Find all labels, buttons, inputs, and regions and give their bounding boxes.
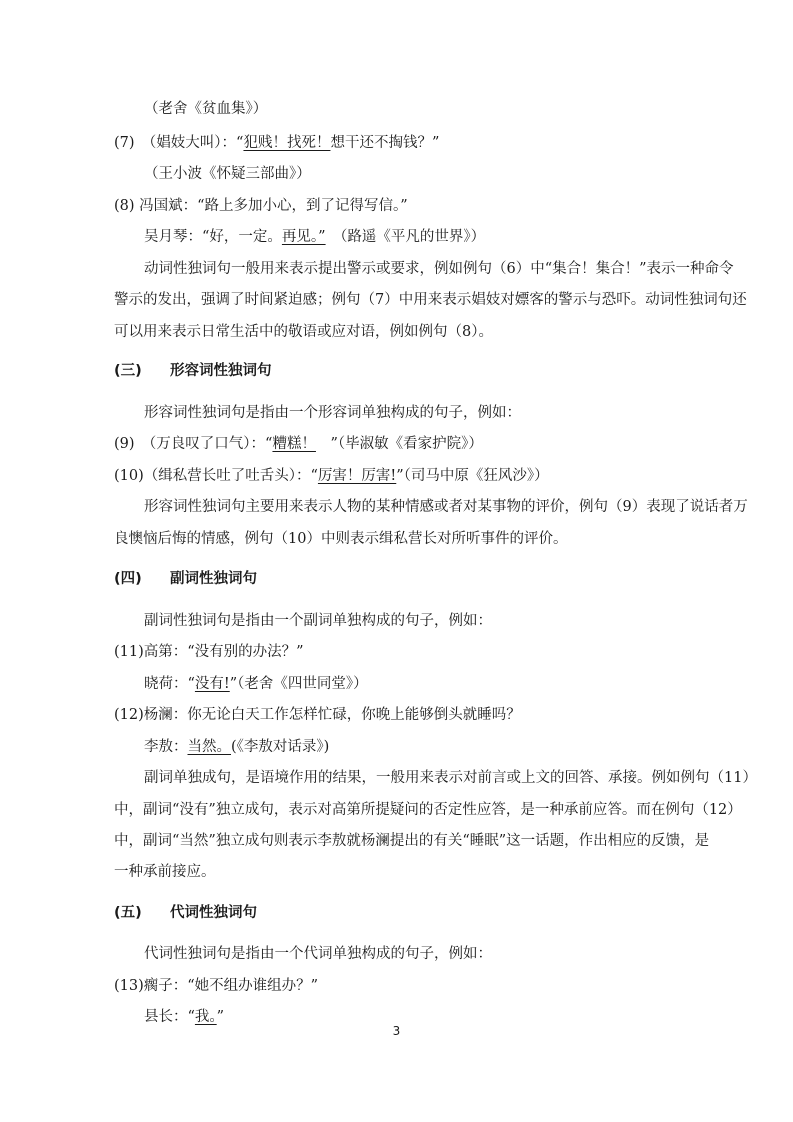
text: 吴月琴：“好，一定。 [144,229,282,245]
text: ”（毕淑敏《看家护院》） [315,436,483,452]
text: （路遥《平凡的世界》） [325,229,486,245]
example-12: (12)杨澜：你无论白天工作怎样忙碌，你晚上能够倒头就睡吗？ [114,707,521,723]
underlined-text: 没有! [194,676,230,692]
underlined-text: 犯贱！找死！ [243,135,331,151]
paragraph-line: 形容词性独词句是指由一个形容词单独构成的句子，例如： [144,405,521,421]
paragraph-line: 可以用来表示日常生活中的敬语或应对语，例如例句（8）。 [114,324,493,340]
text: ”（老舍《四世同堂》） [229,676,368,692]
text: (10)（缉私营长吐了吐舌头）：“ [114,468,318,484]
paragraph-line: 代词性独词句是指由一个代词单独构成的句子，例如： [144,946,492,962]
example-11: (11)高第：“没有别的办法？” [114,644,304,660]
paragraph-line: 中，副词“没有”独立成句，表示对高第所提疑问的否定性应答，是一种承前应答。而在例句（12） [114,802,742,818]
underlined-text: 糟糕！ [272,436,316,452]
underlined-text: 当然。 [187,739,231,755]
heading-number: (五) [114,905,142,921]
example-11-reply [144,674,733,694]
text: 李敖： [144,739,188,755]
paragraph-line: 副词单独成句，是语境作用的结果，一般用来表示对前言或上文的回答、承接。例如例句（11） [144,770,757,786]
section-heading-3 [114,361,733,381]
paragraph-line: 一种承前接应。 [114,864,216,880]
paragraph-line: 良懊恼后悔的情感，例句（10）中则表示缉私营长对所听事件的评价。 [114,531,568,547]
paragraph-line: 警示的发出，强调了时间紧迫感；例句（7）中用来表示娼妓对嫖客的警示与恐吓。动词性独词句还 [114,292,747,308]
heading-number: (三) [114,363,142,379]
section-heading-5 [114,903,733,923]
paragraph-line: 中，副词“当然”独立成句则表示李敖就杨澜提出的有关“睡眠”这一话题，作出相应的反馈，是 [114,833,710,849]
text: (《李敖对话录》) [231,739,330,755]
heading-title: 副词性独词句 [170,571,257,587]
text: 想干还不掏钱？” [330,135,440,151]
heading-number: (四) [114,571,142,587]
example-13: (13)瘸子：“她不组办谁组办？” [114,978,319,994]
text: ” [216,1009,225,1025]
underlined-text: 我。 [194,1009,217,1025]
example-12-reply [144,737,733,757]
underlined-text: 再见。” [281,229,326,245]
example-9 [114,434,733,454]
paragraph-line: 副词性独词句是指由一个副词单独构成的句子，例如： [144,613,492,629]
text: ”（司马中原《狂风沙》） [396,468,549,484]
citation-line: （老舍《贫血集》） [144,101,268,117]
example-8: (8) 冯国斌：“路上多加小心，到了记得写信。” [114,198,408,214]
underlined-text: 厉害！厉害! [317,468,397,484]
heading-title: 代词性独词句 [170,905,257,921]
section-heading-4 [114,569,733,589]
example-10 [114,466,733,486]
page-number: 3 [392,1024,401,1038]
text: (9) （万良叹了口气）：“ [114,436,273,452]
citation-line: （王小波《怀疑三部曲》） [144,166,311,182]
text: (7) （娼妓大叫）：“ [114,135,244,151]
paragraph-line: 动词性独词句一般用来表示提出警示或要求，例如例句（6）中“集合！集合！”表示一种命令 [144,261,734,277]
heading-title: 形容词性独词句 [170,363,272,379]
example-8-reply [144,227,733,247]
paragraph-line: 形容词性独词句主要用来表示人物的某种情感或者对某事物的评价，例句（9）表现了说话者万 [144,499,748,515]
text: 晓荷：“ [144,676,195,692]
example-7 [114,133,733,153]
text: 县长：“ [144,1009,195,1025]
